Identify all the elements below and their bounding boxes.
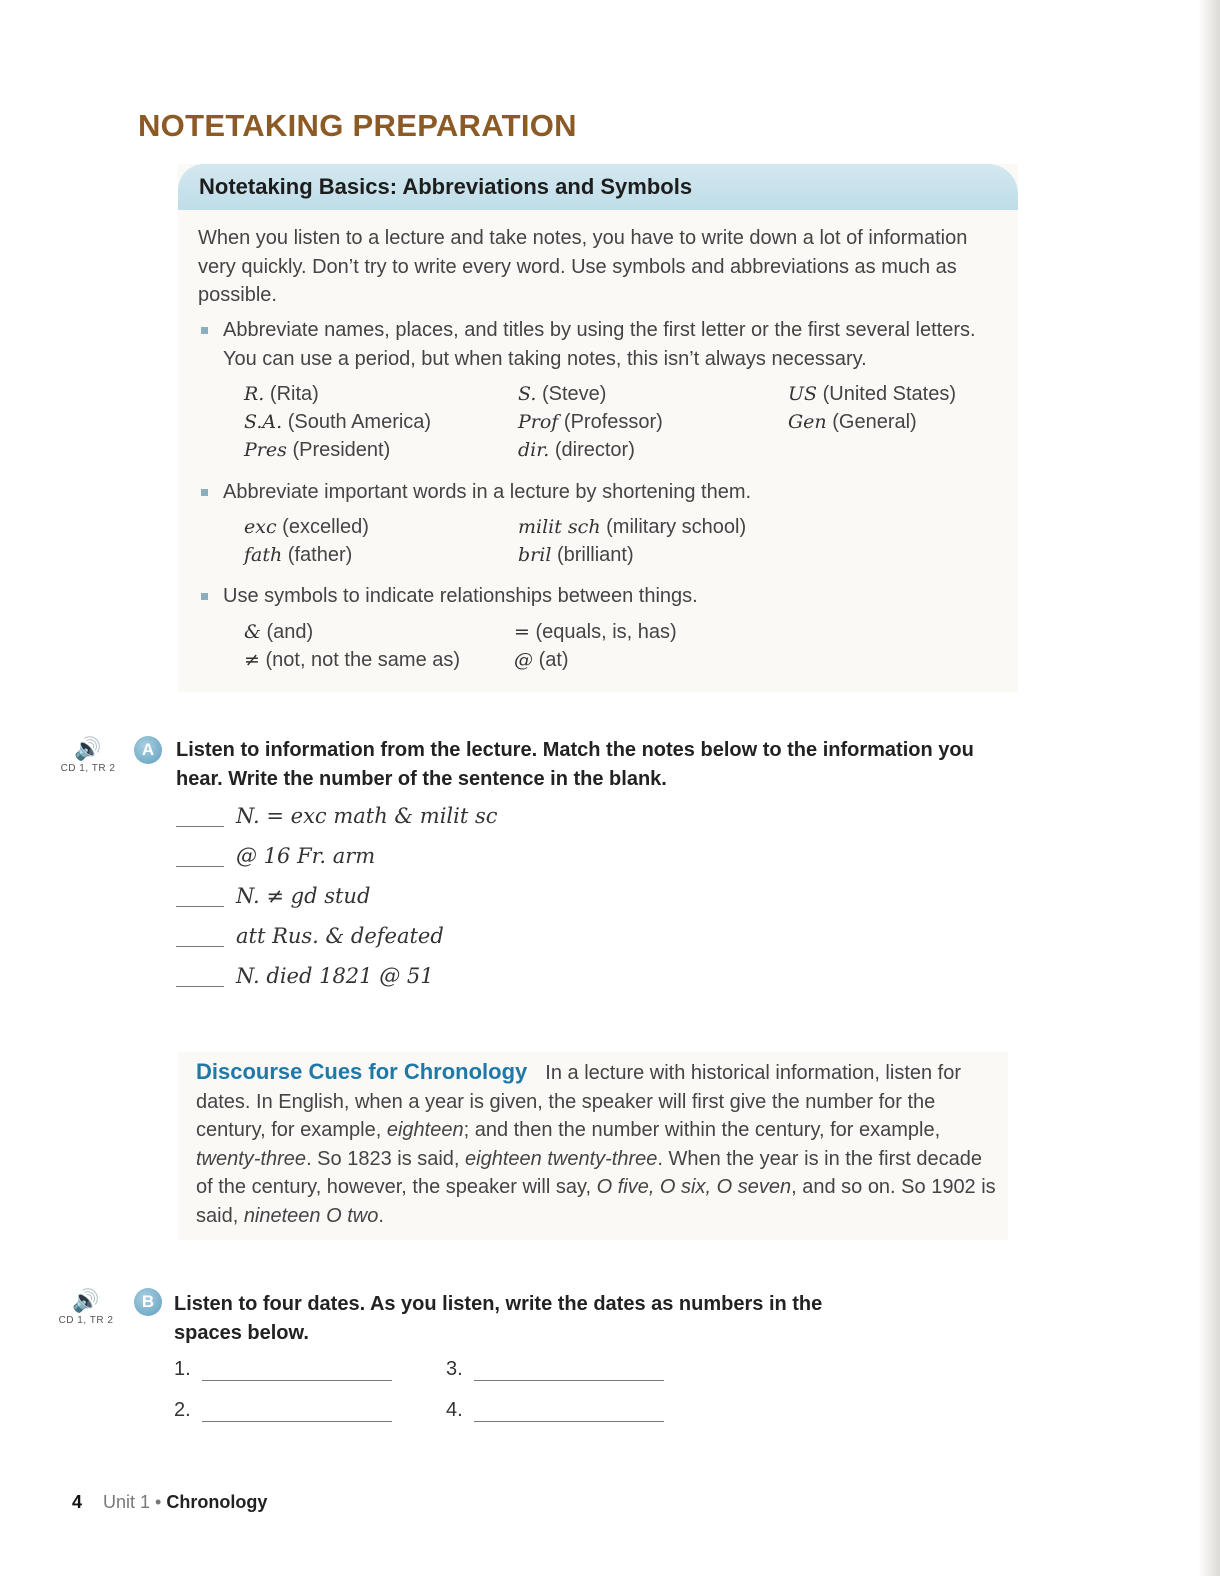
answer-blank[interactable] <box>176 826 224 827</box>
symbol-meaning: (equals, is, has) <box>535 621 677 643</box>
unit-label: Unit 1 • <box>103 1492 162 1512</box>
symbol-example <box>514 618 677 646</box>
abbr: Prof <box>518 411 559 433</box>
handwritten-note: N. ≠ gd stud <box>236 884 371 908</box>
cue-text-part: , and so on. So 1902 is said, <box>196 1176 996 1227</box>
abbr-example <box>244 408 431 436</box>
cue-title: Discourse Cues for Chronology <box>196 1059 528 1084</box>
abbr-example <box>788 380 956 408</box>
abbr-example <box>788 408 917 436</box>
answer-number: 4. <box>446 1399 463 1421</box>
handwritten-note: N. died 1821 @ 51 <box>236 964 434 988</box>
symbol: @ <box>514 649 533 671</box>
page-footer <box>72 1492 267 1513</box>
abbr-meaning: (Professor) <box>563 411 663 433</box>
bullet-square-icon <box>201 327 208 334</box>
symbol-example <box>244 646 460 674</box>
abbr-meaning: (military school) <box>606 516 747 538</box>
cue-text-part: . So 1823 is said, <box>306 1147 466 1170</box>
box-title: Notetaking Basics: Abbreviations and Symbols <box>199 174 693 199</box>
handwritten-note: N. = exc math & milit sc <box>236 804 498 828</box>
handwritten-note: att Rus. & defeated <box>236 924 444 948</box>
cue-text-part: In a lecture with historical information, listen for dates. In English, when a year is given, the speaker will first give the number for the century, for example, <box>196 1062 962 1141</box>
abbr: Gen <box>788 411 827 433</box>
abbr-meaning: (Rita) <box>269 383 319 405</box>
note-item <box>176 844 606 878</box>
abbr-example <box>518 436 635 464</box>
abbr-example <box>244 513 369 541</box>
abbr-example <box>518 513 746 541</box>
cd-track-label: CD 1, TR 2 <box>58 1315 114 1326</box>
abbr-meaning: (director) <box>554 439 635 461</box>
bullet-square-icon <box>201 593 208 600</box>
answer-number: 1. <box>174 1358 191 1380</box>
activity-b-badge: B <box>134 1288 162 1316</box>
answer-line[interactable] <box>474 1380 664 1381</box>
abbr-meaning: (brilliant) <box>556 544 634 566</box>
answer-blank[interactable] <box>176 906 224 907</box>
speaker-icon: 🔊 <box>74 736 102 761</box>
abbr: milit sch <box>518 516 601 538</box>
cue-example: nineteen O two <box>243 1204 379 1227</box>
cue-example: eighteen twenty-three <box>465 1147 658 1170</box>
section-title: NOTETAKING PREPARATION <box>138 108 577 143</box>
abbr-meaning: (excelled) <box>282 516 369 538</box>
abbr-example <box>244 541 352 569</box>
abbr-example <box>244 436 390 464</box>
activity-a-instruction: Listen to information from the lecture. Match the notes below to the information you hear. Write the number of the sentence in the blank. <box>176 739 974 790</box>
cue-example: eighteen <box>386 1119 464 1141</box>
abbr-example <box>518 380 606 408</box>
abbr-meaning: (United States) <box>822 383 956 405</box>
symbol: ≠ <box>244 649 260 671</box>
cue-example: twenty-three <box>196 1147 307 1170</box>
answer-line[interactable] <box>474 1421 664 1422</box>
abbr: S.A. <box>244 411 283 433</box>
symbol-meaning: (at) <box>538 649 569 671</box>
abbr-example <box>518 408 663 436</box>
abbr-meaning: (South America) <box>287 411 432 433</box>
bullet-square-icon <box>201 489 208 496</box>
symbol-example <box>514 646 569 674</box>
cd-track-label: CD 1, TR 2 <box>60 763 116 774</box>
speaker-icon: 🔊 <box>72 1288 100 1313</box>
cue-text <box>196 1058 1000 1230</box>
abbr-meaning: (father) <box>287 544 353 566</box>
answer-line[interactable] <box>202 1421 392 1422</box>
page-edge-shadow <box>1198 0 1220 1576</box>
handwritten-note: @ 16 Fr. arm <box>236 844 376 868</box>
activity-a-badge: A <box>134 736 162 764</box>
box-intro: When you listen to a lecture and take notes, you have to write down a lot of information very quickly. Don’t try to write every word. Use symbols and abbreviations as much as possible. <box>198 227 968 306</box>
abbr: exc <box>244 516 277 538</box>
abbr-example <box>244 380 319 408</box>
abbr: fath <box>244 544 283 566</box>
answer-blank[interactable] <box>176 866 224 867</box>
symbol: & <box>244 621 261 643</box>
note-item <box>176 964 606 998</box>
cue-text-part: . When the year is in the first decade of the century, however, the speaker will say, <box>196 1147 982 1198</box>
symbol-meaning: (not, not the same as) <box>265 649 461 671</box>
audio-track-b[interactable] <box>56 1290 116 1326</box>
cue-text-part: . <box>378 1204 384 1227</box>
answer-blank[interactable] <box>176 986 224 987</box>
box-header <box>178 164 1018 210</box>
abbr: S. <box>518 383 537 405</box>
symbol: = <box>514 621 530 643</box>
abbr-meaning: (Steve) <box>541 383 607 405</box>
bullet-item <box>198 478 983 507</box>
activity-b-instruction: Listen to four dates. As you listen, write the dates as numbers in the spaces below. <box>174 1293 823 1344</box>
bullet-item <box>198 582 983 611</box>
bullet-item <box>198 316 983 373</box>
abbr: dir. <box>518 439 550 461</box>
symbol-meaning: (and) <box>266 621 314 643</box>
note-item <box>176 884 606 918</box>
cue-example: O five, O six, O seven <box>596 1176 792 1198</box>
answer-number: 2. <box>174 1399 191 1421</box>
chapter-label: Chronology <box>166 1492 268 1512</box>
abbr: bril <box>518 544 552 566</box>
bullet-text: Abbreviate important words in a lecture by shortening them. <box>223 481 752 503</box>
audio-track-a[interactable] <box>58 738 118 774</box>
answer-line[interactable] <box>202 1380 392 1381</box>
abbr-example <box>518 541 634 569</box>
note-item <box>176 804 606 838</box>
notetaking-basics-box <box>178 164 1018 692</box>
answer-number: 3. <box>446 1358 463 1380</box>
abbr: R. <box>244 383 265 405</box>
abbr-meaning: (President) <box>292 439 391 461</box>
discourse-cues-box <box>178 1052 1008 1240</box>
abbr: US <box>788 383 818 405</box>
bullet-text: Abbreviate names, places, and titles by using the first letter or the first several letters. You can use a period, but when taking notes, this isn’t always necessary. <box>223 319 976 370</box>
cue-text-part: ; and then the number within the century, for example, <box>463 1119 941 1141</box>
page-number: 4 <box>72 1492 83 1512</box>
abbr-meaning: (General) <box>832 411 917 433</box>
bullet-text: Use symbols to indicate relationships between things. <box>223 585 698 607</box>
abbr: Pres <box>244 439 287 461</box>
note-item <box>176 924 606 958</box>
answer-blank[interactable] <box>176 946 224 947</box>
symbol-example <box>244 618 313 646</box>
